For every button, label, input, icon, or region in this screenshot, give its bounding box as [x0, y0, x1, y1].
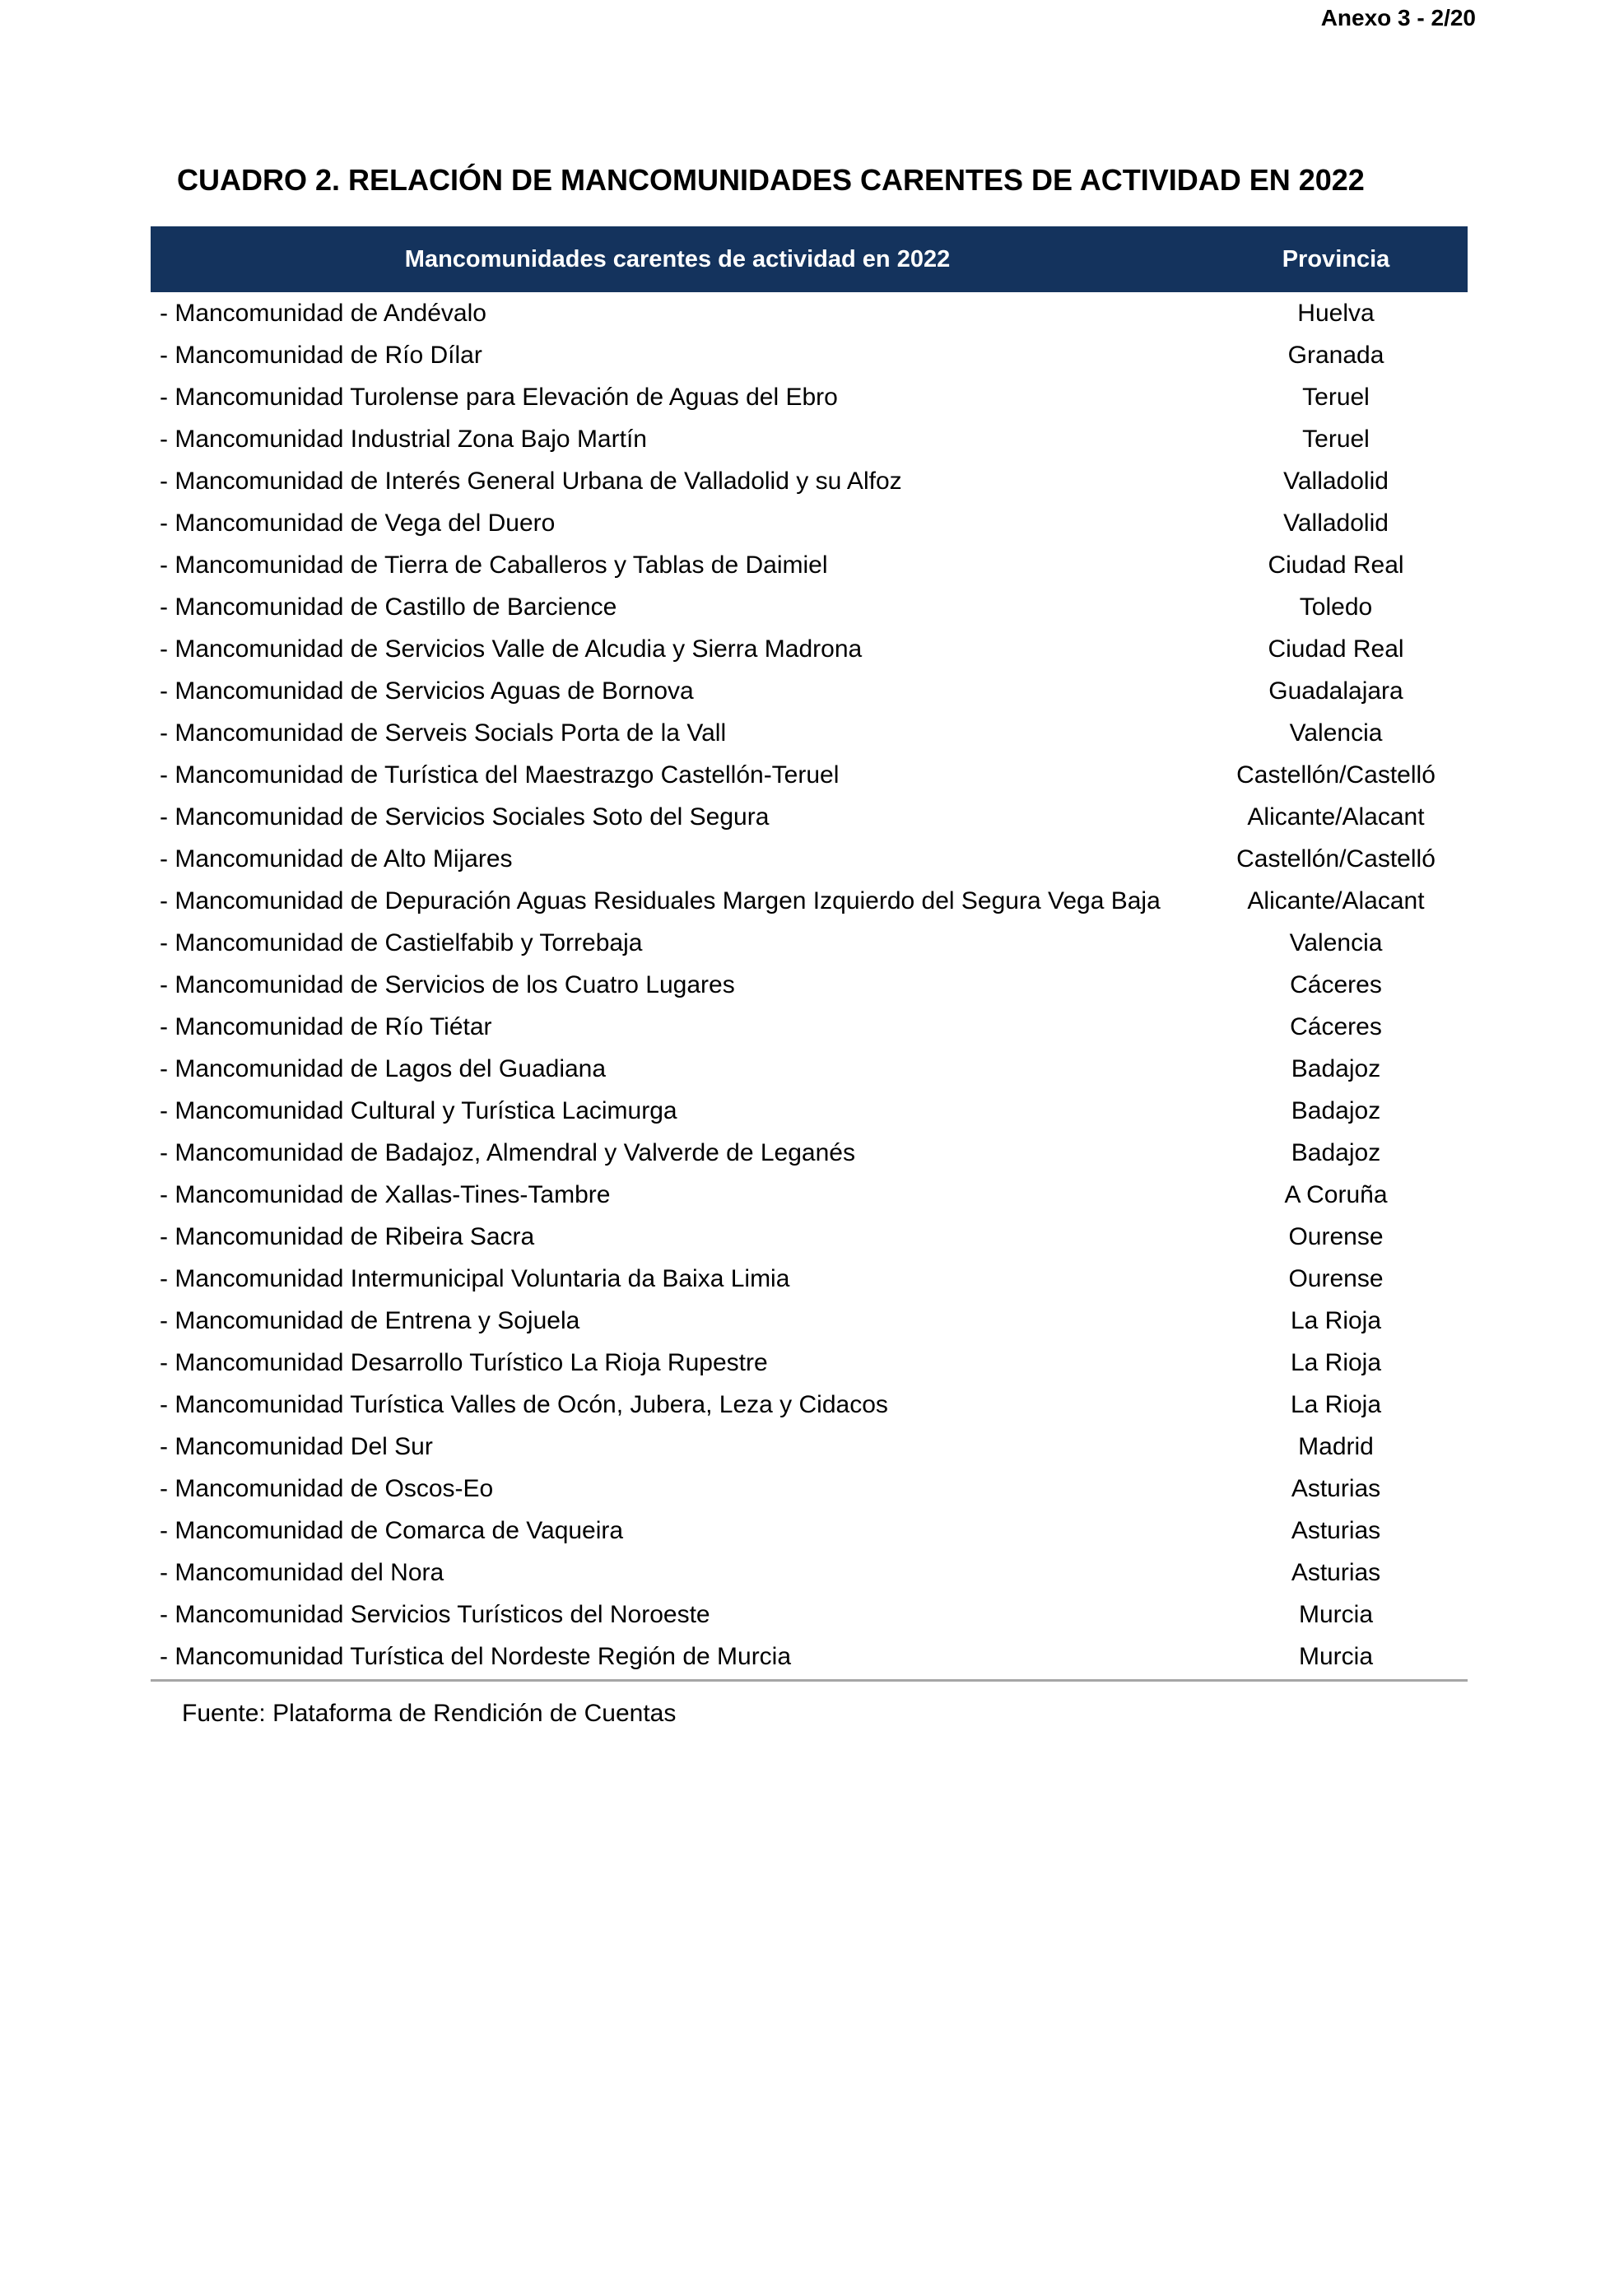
table-row [151, 1384, 1468, 1426]
province-value: Teruel [1302, 425, 1370, 453]
mancomunidad-name: - Mancomunidad de Castillo de Barcience [160, 593, 617, 621]
province-value: Valencia [1289, 719, 1383, 747]
table-row [151, 922, 1468, 964]
province-value: Alicante/Alacant [1247, 803, 1425, 831]
mancomunidad-name: - Mancomunidad de Alto Mijares [160, 845, 513, 873]
mancomunidad-name: - Mancomunidad Desarrollo Turístico La Rioja Rupestre [160, 1348, 768, 1376]
table-row [151, 670, 1468, 712]
province-value: Asturias [1291, 1558, 1381, 1586]
province-value: La Rioja [1290, 1348, 1382, 1376]
mancomunidad-name: - Mancomunidad de Río Dílar [160, 341, 482, 369]
province-value: Asturias [1291, 1474, 1381, 1502]
mancomunidad-name: - Mancomunidad Servicios Turísticos del Noroeste [160, 1600, 710, 1628]
table-row [151, 1552, 1468, 1594]
page-title: CUADRO 2. RELACIÓN DE MANCOMUNIDADES CARENTES DE ACTIVIDAD EN 2022 [177, 163, 1365, 197]
table-row [151, 376, 1468, 418]
province-value: Ciudad Real [1268, 551, 1404, 579]
mancomunidad-name: - Mancomunidad de Comarca de Vaqueira [160, 1516, 624, 1544]
table-row [151, 1342, 1468, 1384]
province-value: Ciudad Real [1268, 635, 1404, 663]
table-row [151, 292, 1468, 334]
table-row [151, 1258, 1468, 1300]
table-row [151, 880, 1468, 922]
table-row [151, 460, 1468, 502]
table-row [151, 1468, 1468, 1510]
mancomunidades-table [151, 226, 1468, 1728]
table-row [151, 1132, 1468, 1174]
mancomunidad-name: - Mancomunidad de Servicios Sociales Soto del Segura [160, 803, 770, 831]
province-value: Asturias [1291, 1516, 1381, 1544]
mancomunidad-name: - Mancomunidad de Xallas-Tines-Tambre [160, 1180, 611, 1208]
mancomunidad-name: - Mancomunidad de Serveis Socials Porta de la Vall [160, 719, 727, 747]
province-value: Murcia [1298, 1642, 1373, 1670]
table-row [151, 796, 1468, 838]
mancomunidad-name: - Mancomunidad de Castielfabib y Torrebaja [160, 928, 643, 956]
province-value: Toledo [1299, 593, 1373, 621]
mancomunidad-name: - Mancomunidad de Tierra de Caballeros y Tablas de Daimiel [160, 551, 828, 579]
province-value: Castellón/Castelló [1236, 761, 1436, 789]
mancomunidad-name: - Mancomunidad Cultural y Turística Lacimurga [160, 1096, 677, 1124]
table-row [151, 1216, 1468, 1258]
mancomunidad-name: - Mancomunidad del Nora [160, 1558, 444, 1586]
table-row [151, 1174, 1468, 1216]
province-value: Murcia [1298, 1600, 1373, 1628]
mancomunidad-name: - Mancomunidad de Lagos del Guadiana [160, 1054, 607, 1082]
mancomunidad-name: - Mancomunidad Industrial Zona Bajo Martín [160, 425, 647, 453]
province-value: Ourense [1288, 1222, 1384, 1250]
mancomunidad-name: - Mancomunidad de Oscos-Eo [160, 1474, 494, 1502]
province-value: Badajoz [1291, 1138, 1381, 1166]
column-header-provincia: Provincia [1282, 245, 1390, 272]
table-row [151, 502, 1468, 544]
column-header-mancomunidades: Mancomunidades carentes de actividad en 2022 [404, 245, 951, 272]
province-value: Alicante/Alacant [1247, 887, 1425, 914]
mancomunidad-name: - Mancomunidad de Andévalo [160, 299, 486, 327]
province-value: Castellón/Castelló [1236, 845, 1436, 873]
province-value: Valencia [1289, 928, 1383, 956]
source-note: Fuente: Plataforma de Rendición de Cuentas [182, 1700, 677, 1727]
province-value: Guadalajara [1268, 677, 1403, 705]
mancomunidad-name: - Mancomunidad de Río Tiétar [160, 1012, 492, 1040]
table-bottom-divider [151, 1679, 1468, 1682]
table-row [151, 334, 1468, 376]
province-value: Valladolid [1283, 509, 1389, 537]
province-value: Granada [1287, 341, 1384, 369]
mancomunidad-name: - Mancomunidad Intermunicipal Voluntaria da Baixa Limia [160, 1264, 790, 1292]
mancomunidad-name: - Mancomunidad Turística Valles de Ocón, Jubera, Leza y Cidacos [160, 1390, 888, 1418]
province-value: La Rioja [1290, 1390, 1382, 1418]
province-value: La Rioja [1290, 1306, 1382, 1334]
province-value: Cáceres [1290, 1012, 1382, 1040]
table-row [151, 1006, 1468, 1048]
table-row [151, 586, 1468, 628]
table-row [151, 628, 1468, 670]
mancomunidad-name: - Mancomunidad Turolense para Elevación de Aguas del Ebro [160, 383, 838, 411]
province-value: Valladolid [1283, 467, 1389, 495]
mancomunidad-name: - Mancomunidad de Servicios Aguas de Bornova [160, 677, 694, 705]
table-header-row [151, 226, 1468, 292]
table-row [151, 1594, 1468, 1636]
table-row [151, 1510, 1468, 1552]
table-row [151, 712, 1468, 754]
table-row [151, 1426, 1468, 1468]
mancomunidad-name: - Mancomunidad Del Sur [160, 1432, 433, 1460]
table-body [151, 292, 1468, 1678]
table-row [151, 1636, 1468, 1678]
mancomunidad-name: - Mancomunidad de Interés General Urbana de Valladolid y su Alfoz [160, 467, 902, 495]
mancomunidad-name: - Mancomunidad Turística del Nordeste Región de Murcia [160, 1642, 792, 1670]
table-row [151, 1048, 1468, 1090]
mancomunidad-name: - Mancomunidad de Depuración Aguas Residuales Margen Izquierdo del Segura Vega Baja [160, 887, 1161, 914]
table-row [151, 544, 1468, 586]
table-row [151, 1090, 1468, 1132]
table-row [151, 754, 1468, 796]
mancomunidad-name: - Mancomunidad de Entrena y Sojuela [160, 1306, 580, 1334]
province-value: Badajoz [1291, 1096, 1381, 1124]
page-annotation: Anexo 3 - 2/20 [1320, 5, 1476, 30]
mancomunidad-name: - Mancomunidad de Ribeira Sacra [160, 1222, 535, 1250]
province-value: Teruel [1302, 383, 1370, 411]
province-value: Ourense [1288, 1264, 1384, 1292]
mancomunidad-name: - Mancomunidad de Badajoz, Almendral y Valverde de Leganés [160, 1138, 855, 1166]
mancomunidad-name: - Mancomunidad de Turística del Maestrazgo Castellón-Teruel [160, 761, 840, 789]
mancomunidad-name: - Mancomunidad de Servicios Valle de Alcudia y Sierra Madrona [160, 635, 863, 663]
province-value: Badajoz [1291, 1054, 1381, 1082]
mancomunidad-name: - Mancomunidad de Vega del Duero [160, 509, 556, 537]
table-row [151, 964, 1468, 1006]
province-value: Huelva [1297, 299, 1375, 327]
province-value: A Coruña [1284, 1180, 1388, 1208]
table-row [151, 1300, 1468, 1342]
table-row [151, 418, 1468, 460]
mancomunidad-name: - Mancomunidad de Servicios de los Cuatro Lugares [160, 970, 735, 998]
province-value: Madrid [1298, 1432, 1374, 1460]
table-row [151, 838, 1468, 880]
province-value: Cáceres [1290, 970, 1382, 998]
